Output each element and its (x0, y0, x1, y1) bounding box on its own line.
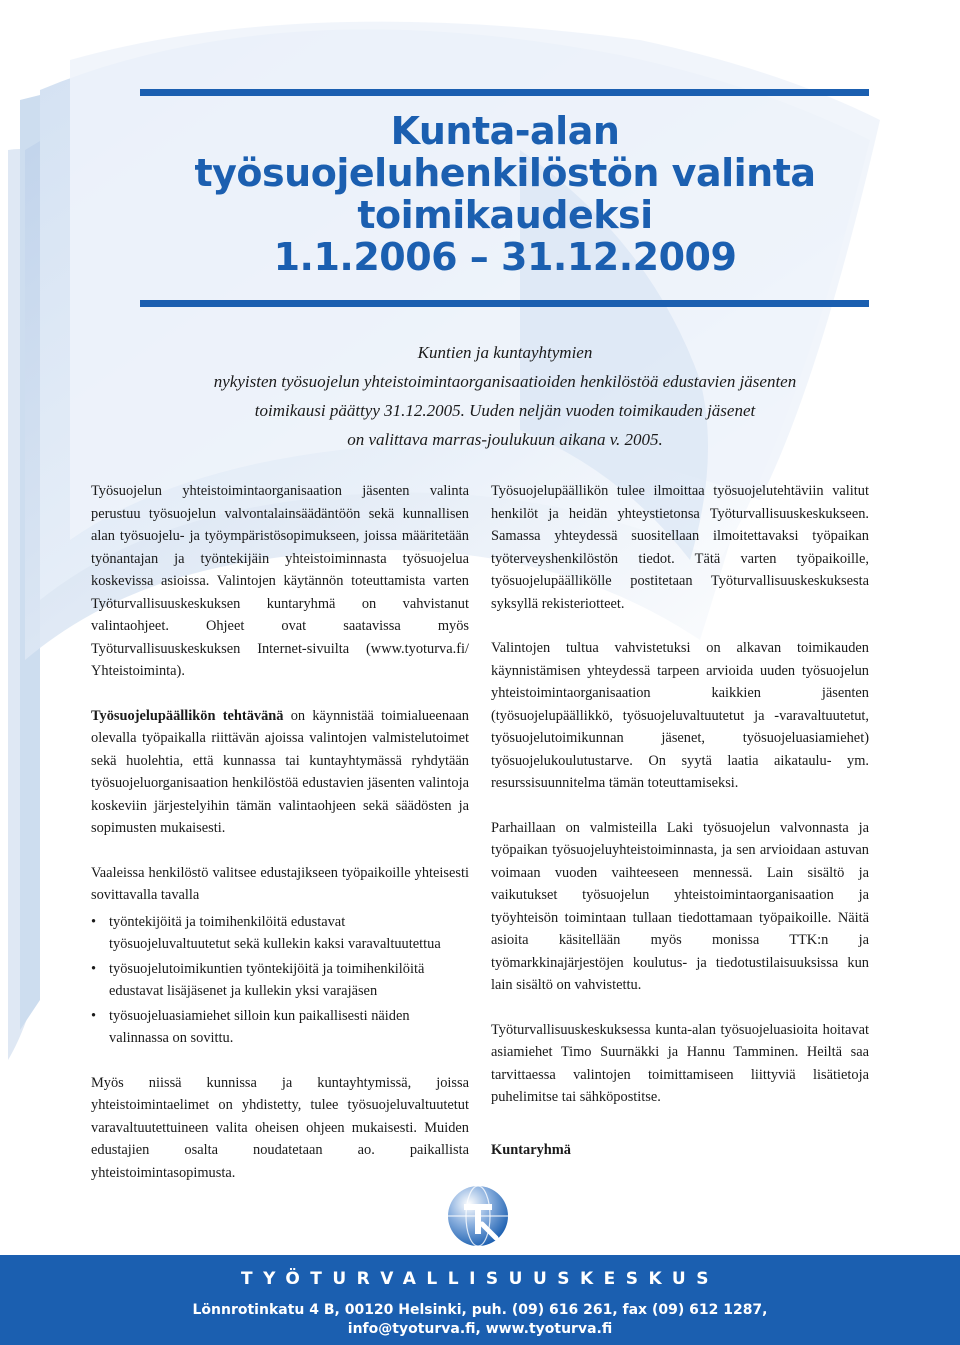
left-paragraph-4: Myös niissä kunnissa ja kuntayhtymissä, joissa yhteistoimintaelimet on yhdistetty, tulee työsuojeluvaltuutetut varavaltuutettuineen valita oheisen ohjeen mukaisesti. Muiden edustajien osalta noudatetaan ao. paikallista yhteistoimintasopimusta. (91, 1074, 469, 1181)
footer-organization-name: TYÖTURVALLISUUSKESKUS (241, 1269, 719, 1289)
subtitle (100, 338, 910, 454)
left-column (91, 480, 469, 1206)
left-paragraph-2-text: on käynnistää toimialueenaan olevalla työpaikalla riittävän ajoissa valintojen valmistelutoimet sekä huolehtia, että kunnassa tai kuntayhtymässä ryhdytään työsuojeluorganisaation henkilöstöä edustavien jäsenten valintoja koskeviin järjestelyihin tämän valintaohjeen sekä säädösten ja sopimusten mukaisesti. (91, 707, 469, 836)
left-paragraph-2-bold: Työsuojelupäällikön tehtävänä (91, 707, 284, 724)
list-item: • työsuojelutoimikuntien työntekijöitä ja toimihenkilöitä edustavat lisäjäsenet ja kullekin yksi varajäsen (91, 958, 469, 1003)
right-paragraph-1: Työsuojelupäällikön tulee ilmoittaa työsuojelutehtäviin valitut henkilöt ja heidän yhteystietonsa Työturvallisuuskeskukseen. Samassa yhteydessä suositellaan ilmoitettavaksi työpaikan työterveyshenkilöstön tiedot. Tätä varten työpaikoille, työsuojelupäällikölle postitetaan Työturvallisuuskeskuksesta syksyllä rekisteriotteet. (491, 483, 869, 612)
list-item: • työntekijöitä ja toimihenkilöitä edustavat työsuojeluvaltuutetut sekä kullekin kaksi varavaltuutettua (91, 911, 469, 956)
top-rule (140, 89, 869, 96)
subtitle-line-2: nykyisten työsuojelun yhteistoimintaorganisaatioiden henkilöstöä edustavien jäsenten (213, 372, 797, 391)
title-line-3: toimikaudeksi (357, 193, 653, 237)
page-title (130, 110, 880, 278)
bullet-list (91, 911, 469, 1050)
title-line-4: 1.1.2006 – 31.12.2009 (273, 235, 737, 279)
subtitle-line-4: on valittava marras-joulukuun aikana v. 2005. (347, 430, 663, 449)
title-line-2: työsuojeluhenkilöstön valinta (194, 151, 816, 195)
left-paragraph-3: Vaaleissa henkilöstö valitsee edustajikseen työpaikoille yhteisesti sovittavalla tavalla (91, 864, 469, 903)
footer-address-line-1: Lönnrotinkatu 4 B, 00120 Helsinki, puh. (09) 616 261, fax (09) 612 1287, (192, 1302, 768, 1318)
right-paragraph-2: Valintojen tultua vahvistetuksi on alkavan toimikauden käynnistämisen yhteydessä tarpeen arvioida uuden työsuojelun yhteistoimintaorganisaation kaikkien jäsenten (työsuojelupäällikkö, työsuojeluvaltuutetut ja -varavaltuutetut, työsuojelutoimikunnan jäsenet, työsuojeluasiamiehet) työsuojelukoulutustarve. On syytä laatia aikataulu- ym. resurssisuunnitelma tämän toteuttamiseksi. (491, 640, 869, 791)
left-paragraph-2 (91, 705, 469, 840)
right-paragraph-3: Parhaillaan on valmisteilla Laki työsuojelun valvonnasta ja työpaikan työsuojeluyhteistoiminnasta, ja sen arvioidaan astuvan voimaan vuoden vaihteeseen mennessä. Lain sisältö ja vaikutukset työsuojelun yhteistoimintaorganisaation ja työyhteisön toimintaan tullaan tiedottamaan työpaikoille. Näitä asioita käsitellään myös monissa TTK:n ja työmarkkinajärjestöjen koulutus- ja tiedotustilaisuuksissa kun lain sisältö on vahvistettu. (491, 819, 869, 993)
subtitle-line-1: Kuntien ja kuntayhtymien (417, 343, 593, 362)
left-paragraph-1: Työsuojelun yhteistoimintaorganisaation jäsenten valinta perustuu työsuojelun valvontalainsäädäntöön sekä kunnallisen alan työsuojelu- ja työympäristösopimukseen, joissa määritetään työnantajan ja työntekijäin yhteistoiminnasta työsuojelua koskevissa asioissa. Valintojen käytännön toteuttamista varten Työturvallisuuskeskuksen kuntaryhmä on vahvistanut valintaohjeet. Ohjeet ovat saatavissa myös Työturvallisuuskeskuksen Internet-sivuilta (www.tyoturva.fi/ Yhteistoiminta). (91, 483, 469, 679)
title-line-1: Kunta-alan (390, 109, 620, 153)
right-paragraph-4: Työturvallisuuskeskuksessa kunta-alan työsuojeluasioita hoitavat asiamiehet Timo Suurnäkki ja Hannu Tamminen. Heiltä saa tarvittaessa valintojen toimittamiseen liittyviä lisätietoja puhelimitse tai sähköpostitse. (491, 1021, 869, 1105)
subtitle-line-3: toimikausi päättyy 31.12.2005. Uuden neljän vuoden toimikauden jäsenet (254, 401, 756, 420)
bottom-rule (140, 300, 869, 307)
list-item: • työsuojeluasiamiehet silloin kun paikallisesti näiden valinnassa on sovittu. (91, 1005, 469, 1050)
right-column (491, 480, 869, 1183)
footer-contact-line: info@tyoturva.fi, www.tyoturva.fi (347, 1321, 613, 1337)
signature: Kuntaryhmä (491, 1141, 571, 1158)
tyoturvallisuuskeskus-globe-logo-icon (446, 1184, 510, 1248)
footer (0, 1255, 960, 1345)
footer-address (0, 1301, 960, 1339)
